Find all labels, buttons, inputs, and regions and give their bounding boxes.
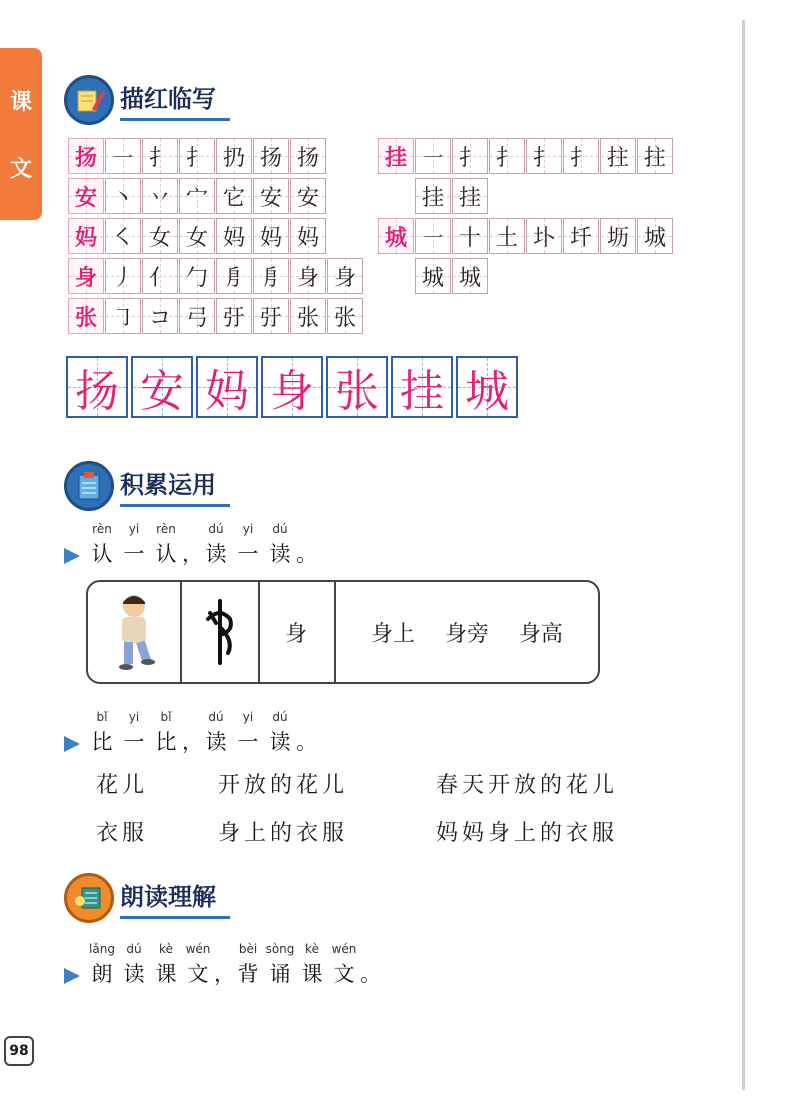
stroke-step: [452, 258, 488, 294]
word-box-word: 身上: [370, 621, 415, 647]
stroke-step-text: 扔: [222, 145, 245, 171]
stroke-step-text: 它: [222, 185, 245, 211]
stroke-step-text: 弙: [259, 305, 282, 331]
instruction-read-recite: [64, 942, 381, 988]
pinyin: dú: [272, 522, 288, 536]
compare-phrase: 开放的花儿: [218, 773, 349, 798]
trace-char-box: [261, 356, 323, 418]
stroke-step-text: 丷: [148, 185, 171, 211]
stroke-step-text: 扌: [569, 145, 592, 171]
comma: ，: [214, 962, 235, 986]
stroke-step: [105, 178, 141, 214]
stroke-step-text: ㇐: [111, 145, 134, 171]
hanzi: 朗: [91, 962, 113, 986]
stroke-step-text: 妈: [222, 225, 245, 251]
hanzi: 背: [237, 962, 259, 986]
stroke-order-row: [68, 258, 364, 294]
stroke-step-text: 㐆: [222, 265, 245, 291]
period: 。: [296, 730, 317, 754]
ruby-char: [150, 710, 182, 756]
stroke-order-row: [378, 178, 489, 214]
hanzi: 文: [187, 962, 209, 986]
compare-phrase: 衣服: [96, 821, 149, 846]
stroke-step: [179, 298, 215, 334]
stroke-step: [637, 218, 673, 254]
stroke-step: [216, 138, 252, 174]
stroke-step-text: 拄: [606, 145, 629, 171]
pinyin: rèn: [156, 522, 176, 536]
trace-char: 城: [465, 366, 509, 417]
hanzi: 认: [155, 542, 177, 566]
ruby-char: [86, 522, 118, 568]
stroke-row-head-char-text: 安: [74, 185, 97, 211]
ruby-char: [118, 710, 150, 756]
ruby-char: [264, 710, 296, 756]
stroke-step: [179, 218, 215, 254]
stroke-step: [179, 138, 215, 174]
stroke-step-text: 扌: [185, 145, 208, 171]
stroke-step: [105, 138, 141, 174]
ruby-char: [118, 522, 150, 568]
stroke-step: [105, 298, 141, 334]
hanzi: 课: [155, 962, 177, 986]
stroke-row-head-char: [68, 178, 104, 214]
trace-char: 张: [335, 366, 379, 417]
arrow-icon: [64, 548, 80, 564]
word-box-word: 身高: [519, 621, 564, 647]
book-icon: [64, 873, 114, 923]
stroke-step-text: 宀: [185, 185, 208, 211]
stroke-step-text: 坜: [606, 225, 629, 251]
stroke-step-text: 身: [296, 265, 319, 291]
ruby-char: [150, 522, 182, 568]
stroke-step-text: 挂: [421, 185, 444, 211]
stroke-row-head-char: [68, 138, 104, 174]
stroke-order-row: [378, 218, 674, 254]
ruby-char: [200, 522, 232, 568]
stroke-step-text: 城: [458, 265, 481, 291]
stroke-step-text: ㇆: [111, 305, 134, 331]
stroke-order-row: [68, 218, 327, 254]
hanzi: 诵: [269, 962, 291, 986]
stroke-step: [253, 218, 289, 254]
ruby-char: [118, 942, 150, 988]
stroke-step-text: 女: [185, 225, 208, 251]
stroke-step-text: 妈: [296, 225, 319, 251]
hanzi: 读: [205, 542, 227, 566]
hanzi: 读: [269, 730, 291, 754]
stroke-row-head-char-text: 扬: [74, 145, 97, 171]
word-box-words: [336, 582, 598, 682]
stroke-step: [216, 258, 252, 294]
stroke-step: [142, 218, 178, 254]
stroke-step-text: 弙: [222, 305, 245, 331]
stroke-row-head-char: [378, 218, 414, 254]
pinyin: sòng: [265, 942, 295, 956]
stroke-step-text: 丿: [111, 265, 134, 291]
pinyin: yi: [242, 522, 254, 536]
pinyin: lǎng: [89, 942, 115, 956]
hanzi: 认: [91, 542, 113, 566]
stroke-row-head-char: [68, 298, 104, 334]
hanzi: 比: [91, 730, 113, 754]
stroke-step: [452, 138, 488, 174]
stroke-row-head-char: [378, 138, 414, 174]
stroke-step: [290, 178, 326, 214]
stroke-step-text: 女: [148, 225, 171, 251]
trace-char-box: [391, 356, 453, 418]
ruby-char: [264, 522, 296, 568]
stroke-row-head-char: [68, 218, 104, 254]
ruby-char: [200, 710, 232, 756]
stroke-row-head-char-text: 张: [74, 305, 97, 331]
pinyin: kè: [159, 942, 173, 956]
stroke-step-text: 勹: [185, 265, 208, 291]
stroke-step: [415, 218, 451, 254]
stroke-step-text: 扌: [495, 145, 518, 171]
stroke-step-text: 张: [333, 305, 356, 331]
stroke-step-text: ㇐: [421, 225, 444, 251]
stroke-step: [327, 298, 363, 334]
side-tab-char-2: 文: [9, 157, 32, 182]
hanzi: 一: [237, 542, 259, 566]
ruby-char: [232, 710, 264, 756]
pinyin: dú: [208, 710, 224, 724]
section-reading-header: [64, 872, 230, 924]
stroke-step: [253, 258, 289, 294]
hanzi: 一: [123, 542, 145, 566]
stroke-step: [563, 138, 599, 174]
stroke-step: [253, 178, 289, 214]
hanzi: 文: [333, 962, 355, 986]
stroke-step-text: 弓: [185, 305, 208, 331]
hanzi: 读: [269, 542, 291, 566]
stroke-step: [253, 138, 289, 174]
trace-char-box: [456, 356, 518, 418]
trace-char: 扬: [75, 366, 119, 417]
compare-phrase: 妈妈身上的衣服: [436, 821, 619, 846]
pinyin: dú: [126, 942, 142, 956]
stroke-step: [489, 218, 525, 254]
ancient-script-glyph: [182, 582, 260, 682]
stroke-step-text: 㐆: [259, 265, 282, 291]
pinyin: yi: [128, 710, 140, 724]
compare-phrase: 春天开放的花儿: [436, 773, 619, 798]
stroke-step-text: 扬: [296, 145, 319, 171]
trace-char-box: [196, 356, 258, 418]
compare-phrase: 花儿: [96, 773, 149, 798]
stroke-step: [290, 258, 326, 294]
hanzi: 读: [123, 962, 145, 986]
page-number: 98: [4, 1036, 34, 1066]
ruby-char: [232, 942, 264, 988]
stroke-step: [142, 178, 178, 214]
stroke-step: [105, 218, 141, 254]
section-trace-title: 描红临写: [120, 79, 230, 121]
stroke-step: [253, 298, 289, 334]
stroke-order-row: [68, 138, 327, 174]
ruby-char: [150, 942, 182, 988]
pinyin: rèn: [92, 522, 112, 536]
instruction-recognize-read: [64, 522, 317, 568]
pinyin: dú: [272, 710, 288, 724]
trace-char-box: [66, 356, 128, 418]
instruction-compare-read: [64, 710, 317, 756]
trace-char: 挂: [400, 366, 444, 417]
word-box: [86, 580, 600, 684]
stroke-step-text: 十: [458, 225, 481, 251]
ruby-char: [296, 942, 328, 988]
compare-phrase: 身上的衣服: [218, 821, 349, 846]
trace-char: 身: [270, 366, 314, 417]
stroke-step-text: 圤: [532, 225, 555, 251]
stroke-order-row: [378, 138, 674, 174]
trace-big-chars: [66, 356, 521, 418]
stroke-step: [415, 258, 451, 294]
stroke-step-text: 拄: [643, 145, 666, 171]
section-accumulate-header: [64, 460, 230, 512]
hanzi: 读: [205, 730, 227, 754]
stroke-step-text: 妈: [259, 225, 282, 251]
pinyin: yi: [242, 710, 254, 724]
stroke-step: [452, 218, 488, 254]
arrow-icon: [64, 968, 80, 984]
stroke-step: [290, 138, 326, 174]
section-accumulate-title: 积累运用: [120, 465, 230, 507]
ruby-char: [328, 942, 360, 988]
stroke-step: [290, 218, 326, 254]
pinyin: bèi: [238, 942, 258, 956]
section-trace-header: [64, 74, 230, 126]
stroke-step-text: 身: [333, 265, 356, 291]
stroke-step: [327, 258, 363, 294]
pinyin: bǐ: [160, 710, 172, 724]
stroke-step: [489, 138, 525, 174]
stroke-step-text: 扬: [259, 145, 282, 171]
stroke-row-head-char-text: 身: [74, 265, 97, 291]
stroke-step: [600, 138, 636, 174]
ruby-char: [232, 522, 264, 568]
stroke-step: [142, 258, 178, 294]
stroke-step: [290, 298, 326, 334]
stroke-step-text: 扌: [148, 145, 171, 171]
stroke-step-text: 挂: [458, 185, 481, 211]
trace-char: 妈: [205, 366, 249, 417]
section-reading-title: 朗读理解: [120, 877, 230, 919]
clipboard-icon: [64, 461, 114, 511]
pinyin: kè: [305, 942, 319, 956]
single-char: 身: [284, 621, 309, 647]
stroke-step: [179, 178, 215, 214]
stroke-step-text: 城: [643, 225, 666, 251]
stroke-step-text: ㇐: [421, 145, 444, 171]
hanzi: 一: [123, 730, 145, 754]
stroke-step-text: 张: [296, 305, 319, 331]
ruby-char: [86, 942, 118, 988]
stroke-step: [415, 178, 451, 214]
side-tab: [0, 48, 42, 220]
stroke-step: [142, 298, 178, 334]
stroke-step: [600, 218, 636, 254]
stroke-order-row: [378, 258, 489, 294]
word-box-word: 身旁: [444, 621, 489, 647]
pinyin: dú: [208, 522, 224, 536]
stroke-step-text: 扌: [458, 145, 481, 171]
stroke-step-text: 安: [296, 185, 319, 211]
stroke-step: [216, 178, 252, 214]
stroke-row-head-char: [68, 258, 104, 294]
ruby-char: [86, 710, 118, 756]
word-box-single: [260, 582, 336, 682]
stroke-step: [142, 138, 178, 174]
stroke-row-head-char-text: 挂: [384, 145, 407, 171]
ruby-char: [264, 942, 296, 988]
stroke-step: [452, 178, 488, 214]
stroke-order-row: [68, 178, 327, 214]
boy-walking-illustration: [88, 582, 182, 682]
hanzi: 一: [237, 730, 259, 754]
stroke-order-row: [68, 298, 364, 334]
hanzi: 课: [301, 962, 323, 986]
stroke-step-text: コ: [148, 305, 171, 331]
arrow-icon: [64, 736, 80, 752]
stroke-step-text: 圲: [569, 225, 592, 251]
stroke-step-text: 扌: [532, 145, 555, 171]
stroke-step: [563, 218, 599, 254]
page-edge-rule: [742, 20, 745, 1090]
stroke-step: [216, 218, 252, 254]
comma: ，: [182, 730, 203, 754]
stroke-step: [216, 298, 252, 334]
stroke-step: [415, 138, 451, 174]
stroke-row-head-char-text: 城: [384, 225, 407, 251]
stroke-step: [179, 258, 215, 294]
period: 。: [360, 962, 381, 986]
pencil-icon: [64, 75, 114, 125]
stroke-step-text: 安: [259, 185, 282, 211]
trace-char-box: [326, 356, 388, 418]
pinyin: wén: [331, 942, 357, 956]
stroke-step: [526, 218, 562, 254]
stroke-step-text: 亻: [148, 265, 171, 291]
stroke-step: [105, 258, 141, 294]
pinyin: bǐ: [96, 710, 108, 724]
stroke-step-text: ㇛: [111, 225, 134, 251]
period: 。: [296, 542, 317, 566]
hanzi: 比: [155, 730, 177, 754]
stroke-step: [526, 138, 562, 174]
stroke-step: [637, 138, 673, 174]
trace-char-box: [131, 356, 193, 418]
stroke-row-head-char-text: 妈: [74, 225, 97, 251]
stroke-step-text: 城: [421, 265, 444, 291]
pinyin: yi: [128, 522, 140, 536]
comma: ，: [182, 542, 203, 566]
stroke-step-text: 土: [495, 225, 518, 251]
ruby-char: [182, 942, 214, 988]
stroke-step-text: 丶: [111, 185, 134, 211]
side-tab-char-1: 课: [9, 90, 32, 115]
pinyin: wén: [185, 942, 211, 956]
trace-char: 安: [140, 366, 184, 417]
